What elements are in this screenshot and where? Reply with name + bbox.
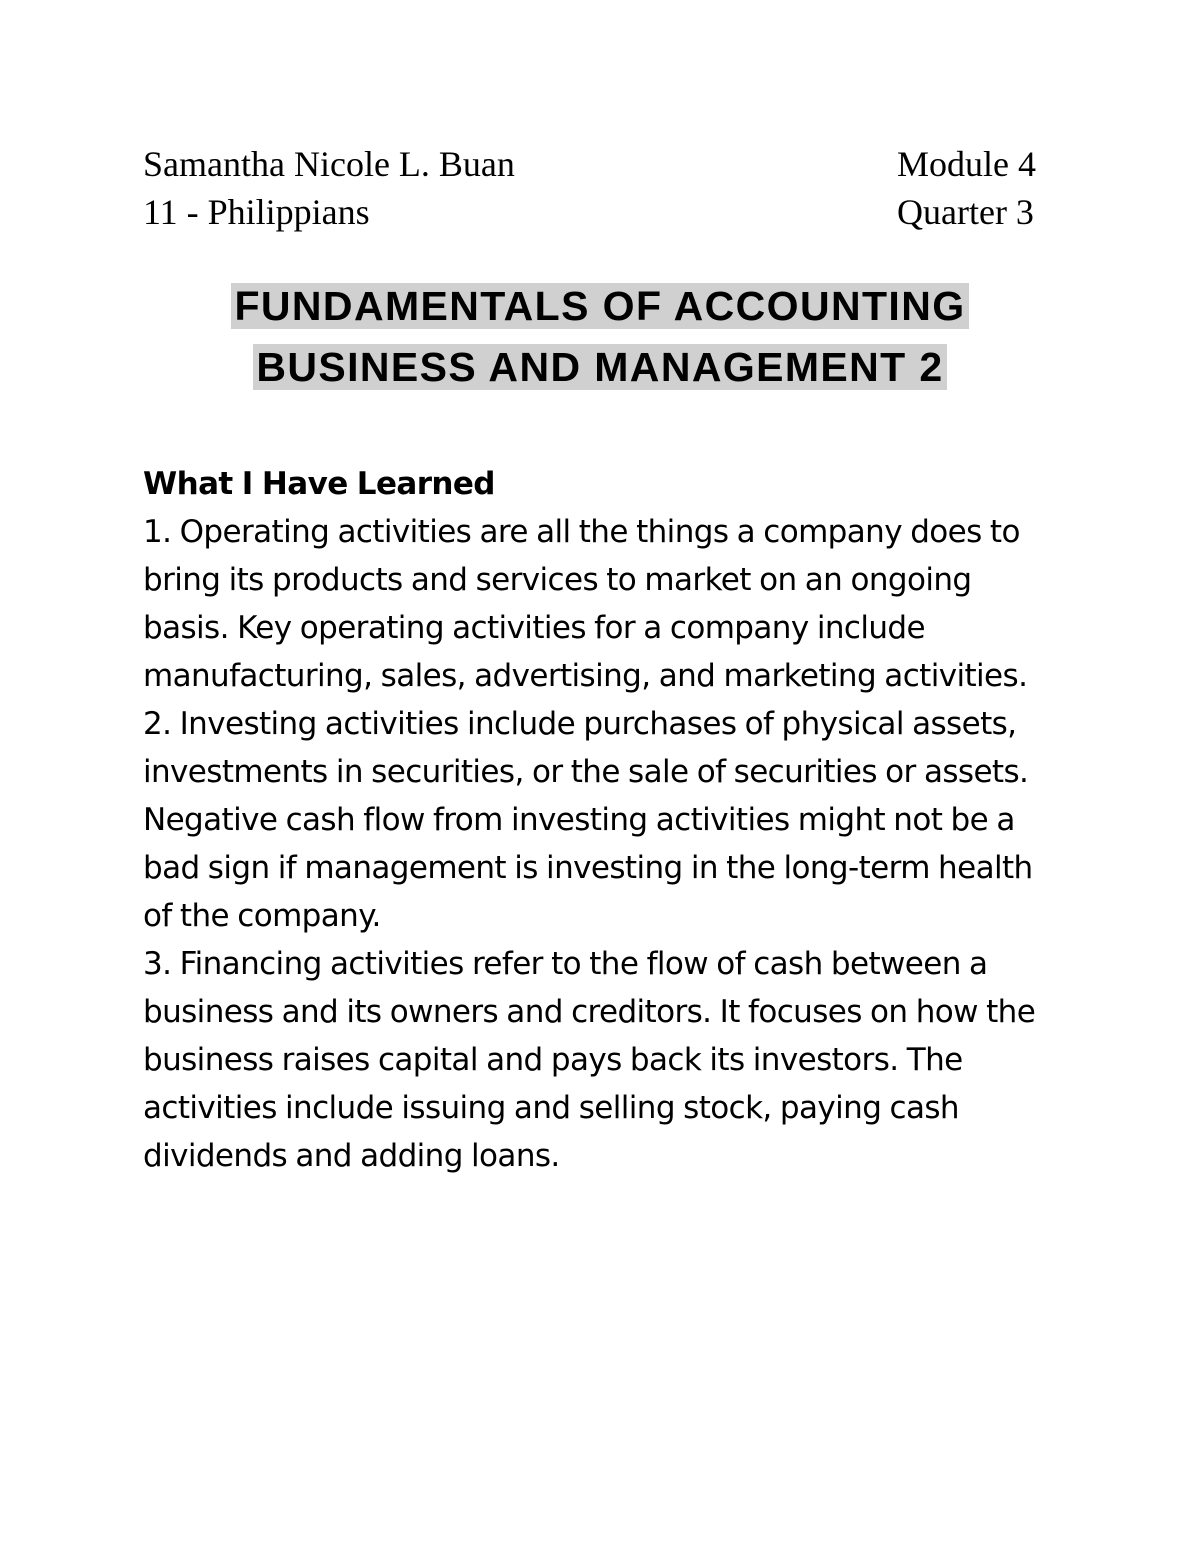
learning-item-operating: 1. Operating activities are all the things a company does to bring its products and services to market on an ongoing basis. Key operating activities for a company include manufacturing, sales, advertising, and marketing activities. [143,514,1028,694]
class-section: 11 - Philippians [143,192,370,232]
title-line-1-wrapper [0,276,1200,337]
learning-item-investing: 2. Investing activities include purchases of physical assets, investments in securities, or the sale of securities or assets. Negative cash flow from investing activities might not be a bad sign if management is investing in the long-term health of the company. [143,706,1033,934]
header-row-1 [143,140,1049,188]
title-line-1: FUNDAMENTALS OF ACCOUNTING [231,283,968,329]
module-number: Module 4 [897,144,1036,184]
header-row-2 [143,188,1049,236]
student-name: Samantha Nicole L. Buan [143,144,515,184]
learning-section [143,460,1063,1180]
title-line-2-wrapper [0,337,1200,398]
document-header [143,140,1049,236]
quarter-number: Quarter 3 [897,192,1034,232]
document-title [0,276,1200,398]
section-heading: What I Have Learned [143,466,495,502]
learning-item-financing: 3. Financing activities refer to the flow of cash between a business and its owners and creditors. It focuses on how the business raises capital and pays back its investors. The activities include issuing and selling stock, paying cash dividends and adding loans. [143,946,1036,1174]
title-line-2: BUSINESS AND MANAGEMENT 2 [253,344,946,390]
